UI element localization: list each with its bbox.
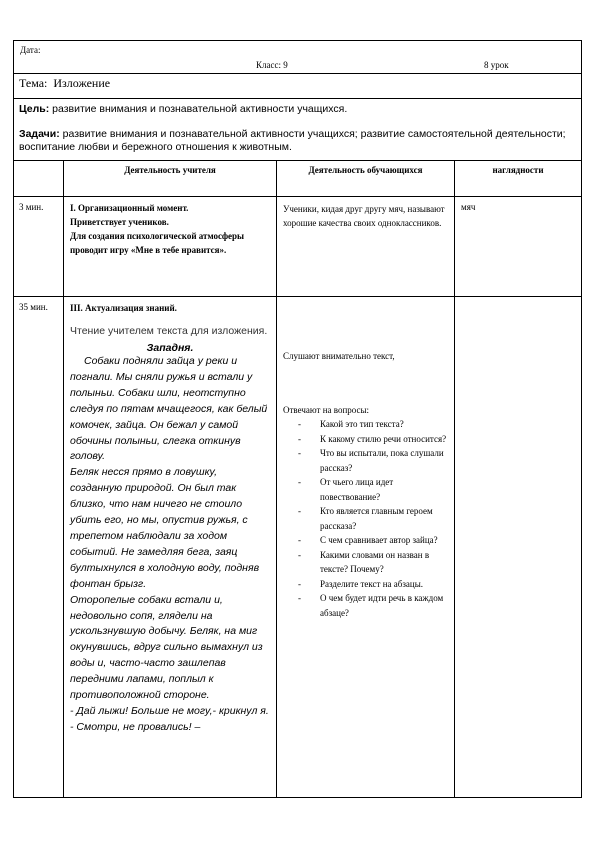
dash-bullet: - (298, 477, 301, 487)
goal-paragraph (19, 103, 576, 116)
topic-label: Тема: (19, 76, 48, 90)
tasks-text: развитие внимания и познавательной активности учащихся; развитие самостоятельной деятельности; воспитание любви и бережного отношения к животным. (19, 128, 566, 153)
topic-row (14, 74, 582, 99)
goals-row (14, 99, 582, 161)
tasks-paragraph (19, 128, 576, 154)
story-paragraph: Беляк несся прямо в ловушку, созданную природой. Он был так близко, что нам ничего не стоило убить его, но мы, опустив ружья, с трепетом наблюдали за ходом событий. Не замедляя бега, заяц бултыхнулся в холодную воду, подняв фонтан брызг. (70, 466, 260, 590)
story-paragraph: - Смотри, не провались! – (70, 720, 201, 733)
dash-bullet: - (298, 448, 301, 458)
listen-text: Слушают внимательно текст, (283, 351, 395, 361)
question-text: Что вы испытали, пока слушали рассказ? (320, 448, 444, 473)
dash-bullet: - (298, 433, 301, 444)
topic-cell (14, 74, 582, 99)
tasks-label: Задачи: (19, 128, 60, 140)
row-aids: мяч (455, 197, 582, 297)
stage-title: I. Организационный момент. (70, 203, 189, 213)
question-text: От чьего лица идет повествование? (320, 477, 394, 502)
answer-text: Отвечают на вопросы: (283, 405, 370, 415)
table-row (14, 197, 582, 297)
list-item (298, 533, 448, 548)
question-text: К какому стилю речи относится? (320, 433, 447, 444)
column-header-teacher: Деятельность учителя (64, 161, 277, 197)
list-item (298, 577, 448, 592)
row-teacher-activity (64, 297, 277, 798)
question-text: Разделите текст на абзацы. (320, 578, 424, 589)
topic-value: Изложение (53, 76, 111, 90)
dash-bullet: - (298, 419, 301, 429)
row-time: 35 мин. (14, 297, 64, 798)
question-text: Какой это тип текста? (320, 419, 404, 429)
row-aids (455, 297, 582, 798)
goals-cell (14, 99, 582, 161)
dash-bullet: - (298, 593, 301, 603)
list-item (298, 548, 448, 577)
story-text (70, 354, 270, 736)
question-text: С чем сравнивает автор зайца? (320, 535, 438, 545)
lesson-plan-table (13, 40, 582, 798)
column-header-aids: наглядности (455, 161, 582, 197)
date-label: Дата: (20, 45, 41, 55)
list-item (298, 475, 448, 504)
column-header-students: Деятельность обучающихся (277, 161, 455, 197)
teacher-line: Приветствует учеников. (70, 217, 169, 227)
header-row (14, 41, 582, 74)
question-text: Кто является главным героем рассказа? (320, 506, 433, 531)
dash-bullet: - (298, 549, 301, 560)
dash-bullet: - (298, 506, 301, 516)
story-paragraph: - Дай лыжи! Больше не могу,- крикнул я. (70, 704, 269, 717)
class-label: Класс: 9 (256, 60, 288, 70)
story-paragraph: Оторопелые собаки встали и, недовольно сопя, глядели на ускользнувшую добычу. Беляк, на миг окунувшись, вдруг сильно вымахнул из воды и, часто-часто зашлепав передними лапами, поплыл к противоположной стороне. (70, 593, 263, 702)
goal-text: развитие внимания и познавательной активности учащихся. (49, 103, 348, 115)
column-header-row (14, 161, 582, 197)
row-student-activity: Ученики, кидая друг другу мяч, называют хорошие качества своих одноклассников. (277, 197, 455, 297)
dash-bullet: - (298, 578, 301, 589)
teacher-line: Для создания психологической атмосферы проводит игру «Мне в тебе нравится». (70, 231, 245, 255)
question-text: О чем будет идти речь в каждом абзаце? (320, 593, 444, 618)
story-title: Западня. (146, 342, 194, 354)
row-student-activity (277, 297, 455, 798)
row-teacher-activity (64, 197, 277, 297)
table-row (14, 297, 582, 798)
dash-bullet: - (298, 535, 301, 545)
story-paragraph: Собаки подняли зайца у реки и погнали. Мы сняли ружья и встали у полыньи. Собаки шли, неотступно следуя по пятам мчащегося, как белый комочек, зайца. Он бежал у самой обочины полыньи, слегка откинув голову. (70, 355, 268, 463)
lesson-label: 8 урок (484, 60, 509, 70)
list-item (298, 417, 448, 432)
column-header-time (14, 161, 64, 197)
row-time: 3 мин. (14, 197, 64, 297)
list-item (298, 591, 448, 620)
list-item (298, 432, 448, 447)
header-cell (14, 41, 582, 74)
questions-list (283, 417, 448, 620)
question-text: Какими словами он назван в тексте? Почему? (320, 549, 430, 574)
goal-label: Цель: (19, 103, 50, 115)
stage-title: III. Актуализация знаний. (70, 303, 177, 313)
list-item (298, 446, 448, 475)
reading-note: Чтение учителем текста для изложения. (70, 325, 268, 337)
list-item (298, 504, 448, 533)
